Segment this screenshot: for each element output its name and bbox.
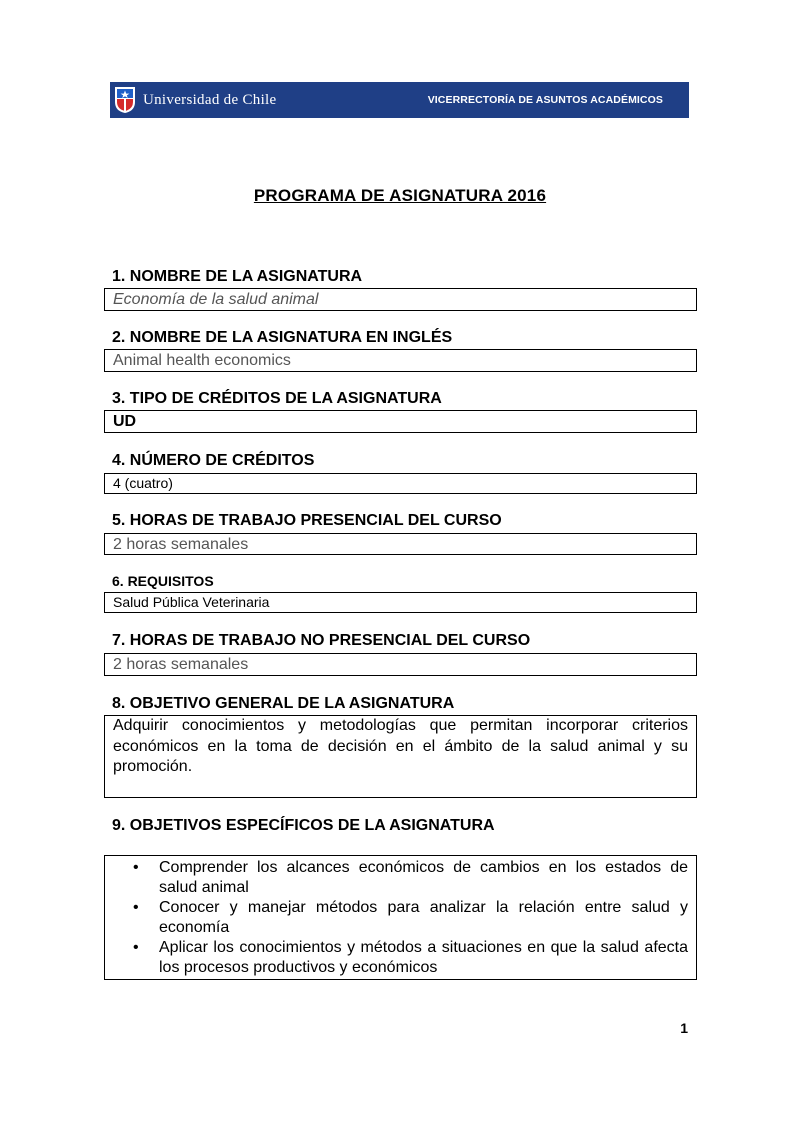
university-name: Universidad de Chile — [143, 91, 277, 108]
section-7-heading: 7. HORAS DE TRABAJO NO PRESENCIAL DEL CURSO — [112, 632, 531, 649]
vicerrectoria-label: VICERRECTORÍA DE ASUNTOS ACADÉMICOS — [427, 94, 663, 106]
section-8-heading: 8. OBJETIVO GENERAL DE LA ASIGNATURA — [112, 695, 455, 712]
section-8-value: Adquirir conocimientos y metodologías que permitan incorporar criterios económicos en la toma de decisión en el ámbito de la salud animal y su promoción. — [104, 715, 697, 798]
section-3-heading: 3. TIPO DE CRÉDITOS DE LA ASIGNATURA — [112, 390, 442, 407]
section-4-value: 4 (cuatro) — [104, 473, 697, 494]
section-5-heading: 5. HORAS DE TRABAJO PRESENCIAL DEL CURSO — [112, 512, 502, 529]
section-9-list — [104, 855, 697, 980]
section-3-value: UD — [104, 410, 697, 433]
section-5-value: 2 horas semanales — [104, 533, 697, 555]
section-2-heading: 2. NOMBRE DE LA ASIGNATURA EN INGLÉS — [112, 329, 453, 346]
university-seal-icon — [114, 86, 136, 114]
section-7-value: 2 horas semanales — [104, 653, 697, 676]
section-1-value: Economía de la salud animal — [104, 288, 697, 311]
page-number: 1 — [680, 1020, 688, 1036]
university-brand — [110, 82, 276, 118]
list-item: • Conocer y manejar métodos para analizar la relación entre salud y economía — [127, 898, 688, 938]
section-1-heading: 1. NOMBRE DE LA ASIGNATURA — [112, 268, 363, 285]
section-6-value: Salud Pública Veterinaria — [104, 592, 697, 613]
header-banner — [110, 82, 689, 118]
document-title: PROGRAMA DE ASIGNATURA 2016 — [253, 186, 547, 205]
section-6-heading: 6. REQUISITOS — [112, 573, 214, 589]
section-9-heading: 9. OBJETIVOS ESPECÍFICOS DE LA ASIGNATURA — [112, 817, 495, 834]
section-2-value: Animal health economics — [104, 349, 697, 372]
list-item: • Aplicar los conocimientos y métodos a situaciones en que la salud afecta los procesos productivos y económicos — [127, 938, 688, 978]
list-item: • Comprender los alcances económicos de cambios en los estados de salud animal — [127, 858, 688, 898]
section-4-heading: 4. NÚMERO DE CRÉDITOS — [112, 452, 315, 469]
